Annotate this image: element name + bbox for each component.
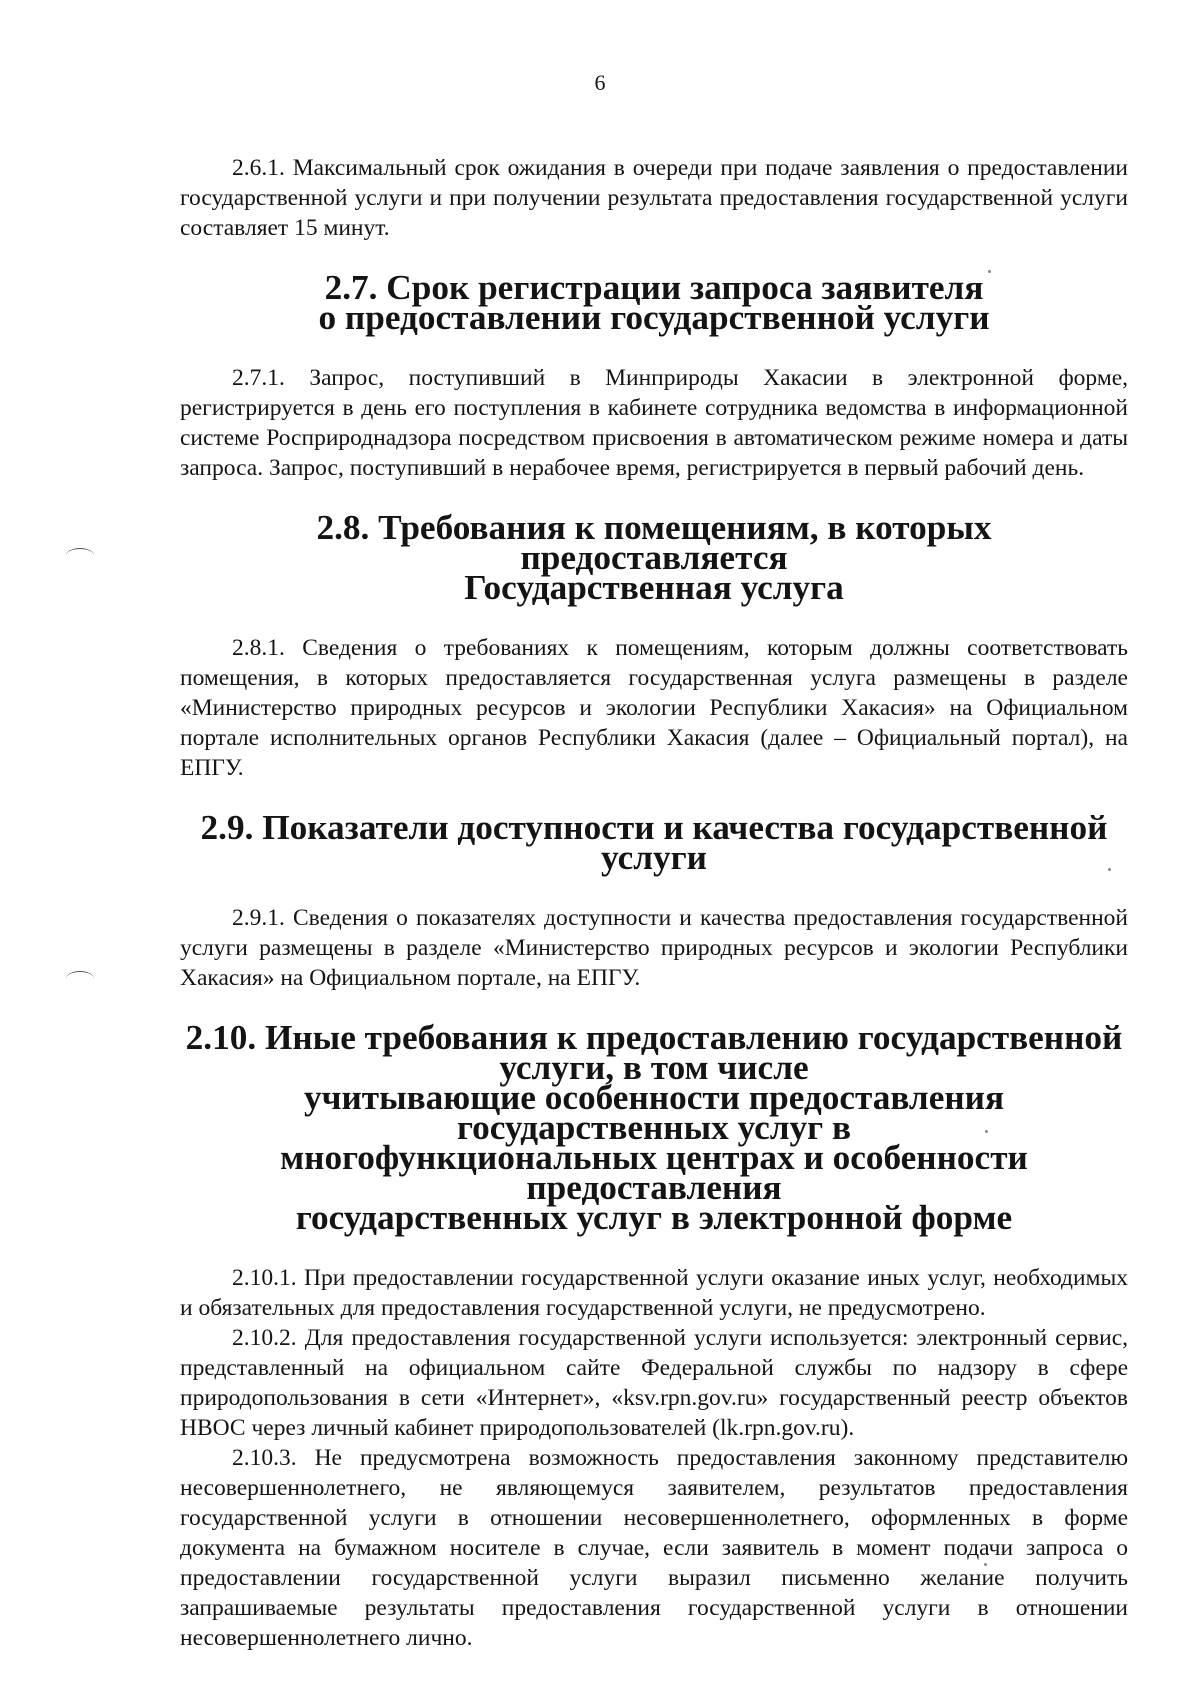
page-number: 6 [594,70,606,95]
paragraph-2-7-1: 2.7.1. Запрос, поступивший в Минприроды Хакасии в электронной форме, регистрируется в день его поступления в кабинете сотрудника ведомства в информационной системе Росприроднадзора посредством присвоения в автоматическом режиме номера и даты запроса. Запрос, поступивший в нерабочее время, регистрируется в первый рабочий день. [180,365,1128,481]
binding-mark-upper [66,548,94,563]
heading-line: о предоставлении государственной услуги [318,298,990,337]
paragraph-2-10-3: 2.10.3. Не предусмотрена возможность предоставления законному представителю несовершеннолетнего, не являющемуся заявителем, результатов предоставления государственной услуги в отношении несовершеннолетнего, оформленных в форме документа на бумажном носителе в случае, если заявитель в момент подачи запроса о предоставлении государственной услуги выразил письменно желание получить запрашиваемые результаты предоставления государственной услуги в отношении несовершеннолетнего лично. [180,1445,1128,1651]
heading-line: государственных услуг в электронной форме [295,1198,1013,1237]
heading-line: учитывающие особенности предоставления государственных услуг в [303,1078,1005,1147]
paragraph-2-9-1: 2.9.1. Сведения о показателях доступности и качества предоставления государственной услуги размещены в разделе «Министерство природных ресурсов и экологии Республики Хакасия» на Официальном портале, на ЕПГУ. [180,905,1128,991]
heading-2-7 [180,268,1128,337]
paragraph-2-6-1: 2.6.1. Максимальный срок ожидания в очереди при подаче заявления о предоставлении государственной услуги и при получении результата предоставления государственной услуги составляет 15 минут. [180,155,1128,241]
heading-line: многофункциональных центрах и особенности предоставления [280,1138,1028,1207]
heading-2-9 [180,808,1128,877]
heading-line: 2.9. Показатели доступности и качества государственной услуги [200,808,1108,877]
document-body [180,153,1128,1653]
heading-line: 2.7. Срок регистрации запроса заявителя [324,268,984,307]
binding-mark-lower [66,971,94,986]
heading-line: Государственная услуга [464,568,844,607]
heading-line: 2.8. Требования к помещениям, в которых предоставляется [316,508,992,577]
heading-line: 2.10. Иные требования к предоставлению государственной услуги, в том числе [185,1018,1123,1087]
heading-2-8 [180,508,1128,607]
paragraph-2-10-2: 2.10.2. Для предоставления государственной услуги используется: электронный сервис, представленный на официальном сайте Федеральной службы по надзору в сфере природопользования в сети «Интернет», «ksv.rpn.gov.ru» государственный реестр объектов НВОС через личный кабинет природопользователей (lk.rpn.gov.ru). [180,1325,1128,1441]
heading-2-10 [180,1018,1128,1237]
paragraph-2-10-1: 2.10.1. При предоставлении государственной услуги оказание иных услуг, необходимых и обязательных для предоставления государственной услуги, не предусмотрено. [180,1265,1128,1321]
paragraph-2-8-1: 2.8.1. Сведения о требованиях к помещениям, которым должны соответствовать помещения, в которых предоставляется государственная услуга размещены в разделе «Министерство природных ресурсов и экологии Республики Хакасия» на Официальном портале исполнительных органов Республики Хакасия (далее – Официальный портал), на ЕПГУ. [180,635,1128,781]
